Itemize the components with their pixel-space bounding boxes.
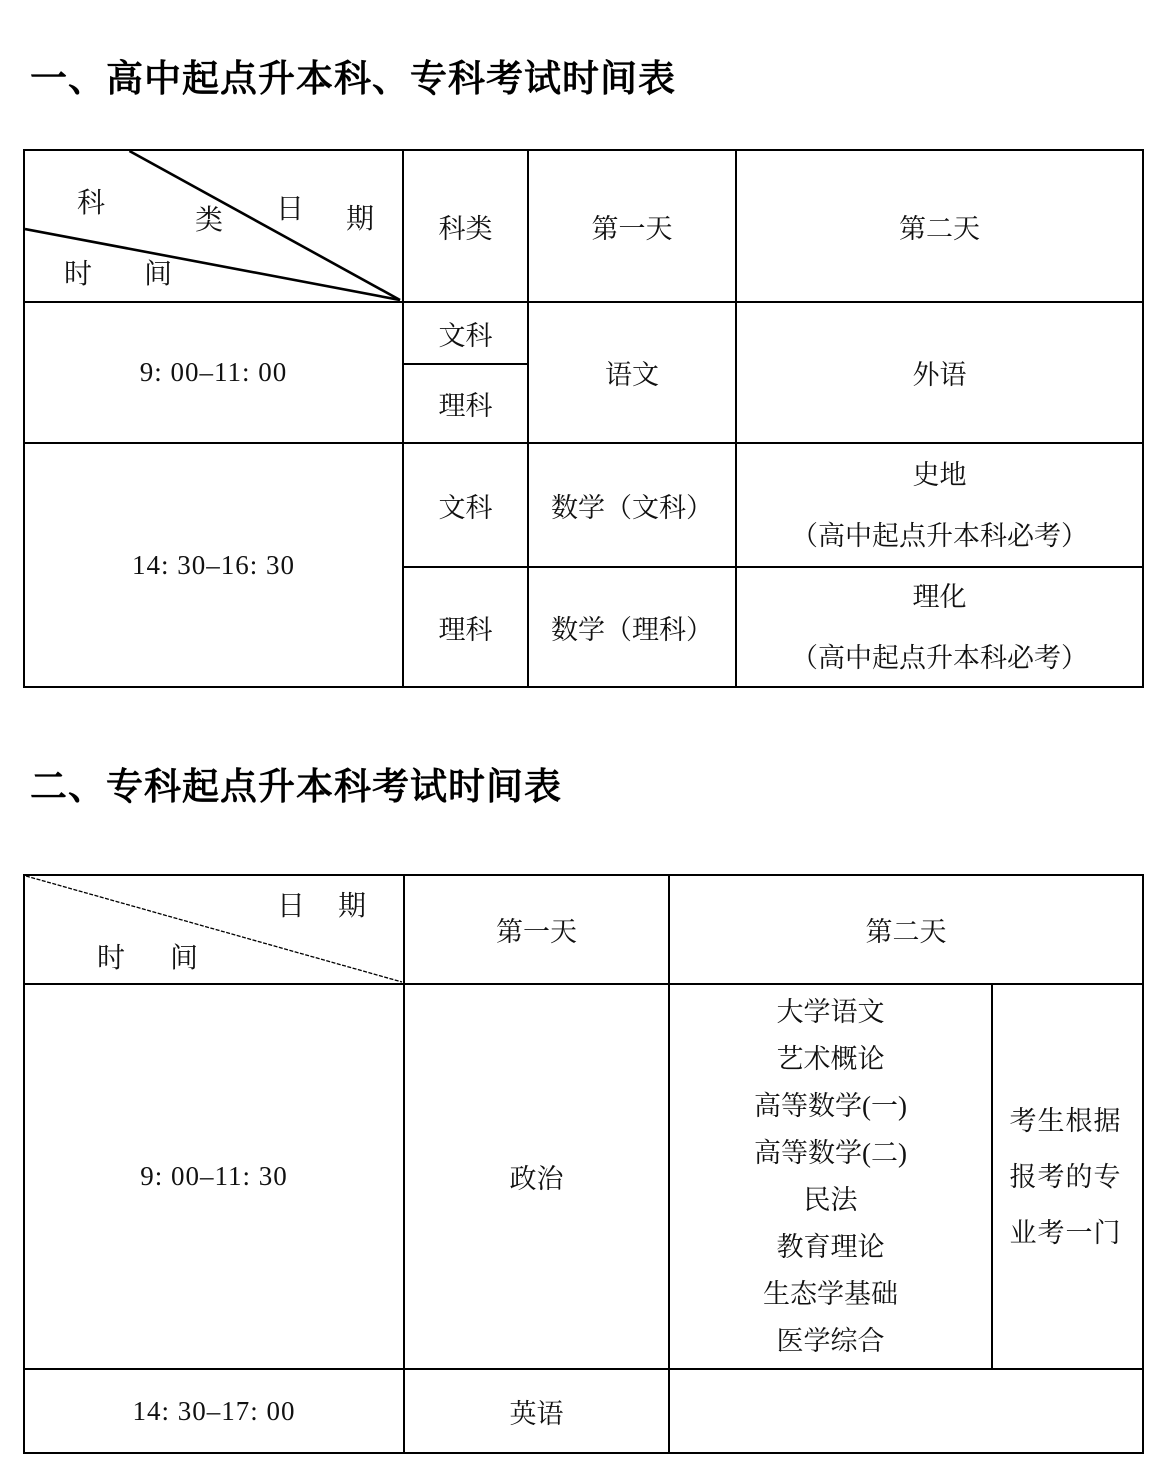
subject-item: 民法: [803, 1184, 858, 1215]
section-1-title: 一、高中起点升本科、专科考试时间表: [30, 58, 676, 99]
table1-morning-science-label: 理科: [403, 364, 528, 443]
subject-name: 史地: [912, 459, 967, 490]
subject-item: 生态学基础: [763, 1278, 898, 1309]
table2-morning-time: 9: 00–11: 30: [24, 984, 404, 1369]
table2-header-day1: 第一天: [404, 875, 669, 984]
table2-header-day2: 第二天: [669, 875, 1143, 984]
table1-morning-day2-subject: 外语: [736, 302, 1143, 443]
table2-morning-day2-note: [992, 984, 1143, 1369]
diagonal-date-label: 日期: [277, 891, 400, 922]
subject-item: 艺术概论: [776, 1043, 885, 1074]
subject-note: （高中起点升本科必考）: [791, 642, 1088, 673]
table1-header-day1: 第一天: [528, 150, 736, 302]
table1-afternoon-day1-arts-subject: 数学（文科）: [528, 443, 736, 567]
subject-item: 教育理论: [776, 1231, 885, 1262]
table2-afternoon-time: 14: 30–17: 00: [24, 1369, 404, 1453]
subject-name: 理化: [912, 581, 967, 612]
table1-header-day2: 第二天: [736, 150, 1143, 302]
table1-afternoon-day2-science-subject: [736, 567, 1143, 687]
note-text: 考生根据报考的专业考一门: [1009, 1105, 1122, 1248]
table1-morning-time: 9: 00–11: 00: [24, 302, 403, 443]
highschool-entry-exam-table: [23, 149, 1144, 688]
diagonal-label-char: 期: [346, 204, 375, 235]
table2-diagonal-header-cell: [24, 875, 404, 984]
table1-morning-day1-subject: 语文: [528, 302, 736, 443]
table1-afternoon-day1-science-subject: 数学（理科）: [528, 567, 736, 687]
table1-afternoon-day2-arts-subject: [736, 443, 1143, 567]
diagonal-label-char: 日: [276, 194, 305, 225]
subject-item: 大学语文: [776, 996, 885, 1027]
table2-afternoon-day2-empty: [669, 1369, 1143, 1453]
subject-item: 高等数学(一): [754, 1090, 907, 1121]
diagonal-label-char: 时: [64, 259, 93, 290]
subject-item: 医学综合: [776, 1325, 885, 1356]
table2-morning-day2-subjects: [669, 984, 992, 1369]
diagonal-label-char: 间: [144, 259, 173, 290]
table1-diagonal-header-cell: [24, 150, 403, 302]
subject-item: 高等数学(二): [754, 1137, 907, 1168]
table1-afternoon-arts-label: 文科: [403, 443, 528, 567]
section-2-title: 二、专科起点升本科考试时间表: [30, 766, 562, 807]
diagonal-label-char: 类: [195, 205, 224, 236]
table1-afternoon-time: 14: 30–16: 30: [24, 443, 403, 687]
diagonal-label-char: 科: [77, 188, 106, 219]
subject-note: （高中起点升本科必考）: [791, 520, 1088, 551]
table2-morning-day1-subject: 政治: [404, 984, 669, 1369]
diagonal-time-label: 时间: [97, 943, 244, 974]
table1-afternoon-science-label: 理科: [403, 567, 528, 687]
college-entry-exam-table: [23, 874, 1144, 1454]
table1-morning-arts-label: 文科: [403, 302, 528, 364]
table1-header-category: 科类: [403, 150, 528, 302]
table2-afternoon-day1-subject: 英语: [404, 1369, 669, 1453]
subject-list: [670, 989, 991, 1365]
